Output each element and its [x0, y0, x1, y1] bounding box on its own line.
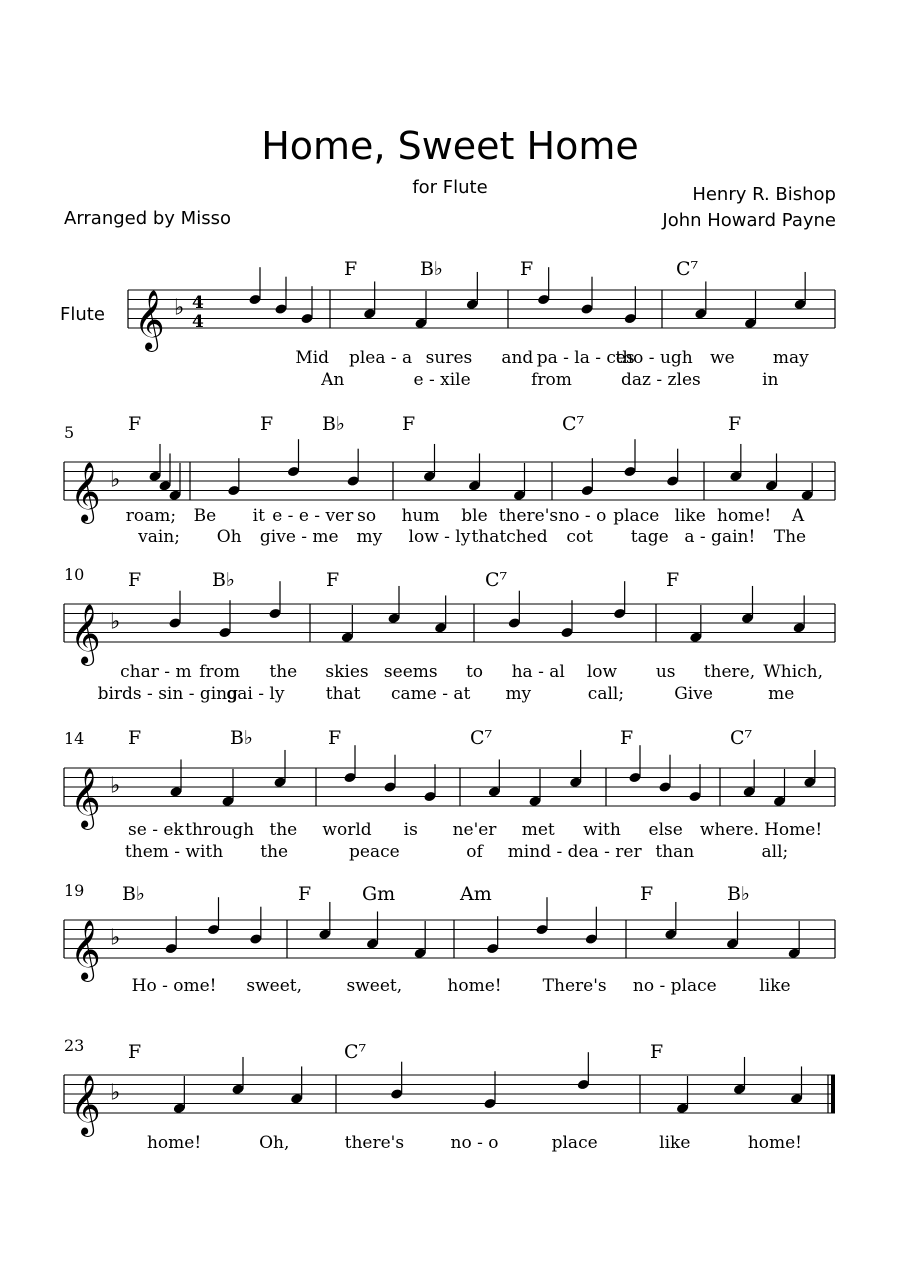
- lyric-syllable: home!: [747, 1133, 803, 1153]
- lyric-syllable: like: [674, 506, 706, 526]
- key-signature-flat-icon: ♭: [110, 925, 121, 951]
- lyric-syllable: home!: [717, 506, 772, 526]
- lyric-syllable: them - with: [124, 842, 224, 862]
- lyric-syllable: There's: [542, 976, 607, 996]
- lyric-syllable: my: [356, 527, 383, 547]
- lyric-syllable: e - e - ver: [272, 506, 354, 526]
- lyric-syllable: call;: [587, 684, 625, 704]
- lyric-syllable: give - me: [259, 527, 339, 547]
- lyric-syllable: may: [772, 348, 809, 368]
- lyric-syllable: gai - ly: [226, 684, 285, 704]
- lyric-syllable: so: [357, 506, 377, 526]
- lyric-syllable: home!: [447, 976, 502, 996]
- chord-symbol: C⁷: [344, 1041, 367, 1063]
- chord-symbol: F: [298, 883, 312, 905]
- measure-number: 10: [64, 565, 85, 584]
- lyric-syllable: Which,: [763, 662, 824, 682]
- lyric-syllable: The: [773, 527, 807, 547]
- chord-symbol: F: [128, 727, 142, 749]
- lyric-syllable: all;: [761, 842, 789, 862]
- treble-clef-icon: 𝄞: [70, 604, 101, 664]
- key-signature-flat-icon: ♭: [174, 295, 185, 321]
- chord-symbol: F: [260, 413, 274, 435]
- chord-symbol: F: [666, 569, 680, 591]
- instrument-name: Flute: [60, 304, 105, 325]
- chord-symbol: C⁷: [730, 727, 753, 749]
- lyric-syllable: else: [648, 820, 683, 840]
- treble-clef-icon: 𝄞: [134, 290, 165, 350]
- lyric-syllable: us: [655, 662, 676, 682]
- lyric-syllable: where.: [699, 820, 759, 840]
- chord-symbol: F: [520, 258, 534, 280]
- lyric-syllable: there's: [498, 506, 559, 526]
- lyric-syllable: seems: [383, 662, 438, 682]
- score-subtitle: for Flute: [412, 177, 488, 198]
- lyric-syllable: Ho - ome!: [131, 976, 217, 996]
- lyric-syllable: sweet,: [246, 976, 303, 996]
- key-signature-flat-icon: ♭: [110, 609, 121, 635]
- lyric-syllable: from: [199, 662, 240, 682]
- treble-clef-icon: 𝄞: [70, 920, 101, 980]
- lyric-syllable: vain;: [138, 527, 180, 547]
- chord-symbol: F: [344, 258, 358, 280]
- lyric-syllable: birds - sin - ging: [97, 684, 239, 704]
- lyric-syllable: is: [403, 820, 418, 840]
- lyric-syllable: sweet,: [346, 976, 403, 996]
- chord-symbol: F: [128, 1041, 142, 1063]
- chord-symbol: F: [728, 413, 742, 435]
- lyric-syllable: char - m: [120, 662, 192, 682]
- lyric-syllable: world: [322, 820, 372, 840]
- lyric-syllable: a - gain!: [684, 527, 756, 547]
- lyric-syllable: to: [465, 662, 484, 682]
- lyric-syllable: we: [710, 348, 735, 368]
- chord-symbol: C⁷: [676, 258, 699, 280]
- treble-clef-icon: 𝄞: [70, 1075, 101, 1135]
- composer-credit: Henry R. Bishop: [692, 184, 836, 205]
- chord-symbol: F: [128, 413, 142, 435]
- lyric-syllable: low - ly: [408, 527, 471, 547]
- lyric-syllable: place: [613, 506, 660, 526]
- lyric-syllable: of: [466, 842, 483, 862]
- score-title: Home, Sweet Home: [261, 124, 639, 168]
- chord-symbol: F: [326, 569, 340, 591]
- final-barline-thick: [831, 1075, 835, 1113]
- chord-symbol: C⁷: [485, 569, 508, 591]
- lyric-syllable: through: [185, 820, 255, 840]
- chord-symbol: F: [328, 727, 342, 749]
- lyric-syllable: tho - ugh: [615, 348, 693, 368]
- chord-symbol: Gm: [362, 883, 396, 905]
- key-signature-flat-icon: ♭: [110, 1080, 121, 1106]
- lyric-syllable: Oh: [216, 527, 242, 547]
- lyric-syllable: no - place: [632, 976, 717, 996]
- lyric-syllable: Mid: [295, 348, 330, 368]
- lyric-syllable: there's: [344, 1133, 405, 1153]
- lyricist-credit: John Howard Payne: [662, 210, 836, 231]
- lyric-syllable: An: [321, 370, 345, 390]
- chord-symbol: C⁷: [562, 413, 585, 435]
- chord-symbol: B♭: [212, 569, 235, 591]
- lyric-syllable: my: [505, 684, 532, 704]
- key-signature-flat-icon: ♭: [110, 773, 121, 799]
- lyric-syllable: e - xile: [413, 370, 471, 390]
- lyric-syllable: me: [768, 684, 795, 704]
- lyric-syllable: peace: [349, 842, 400, 862]
- lyric-syllable: ha - al: [511, 662, 565, 682]
- lyric-syllable: low: [586, 662, 618, 682]
- lyric-syllable: hum: [401, 506, 440, 526]
- chord-symbol: F: [640, 883, 654, 905]
- chord-symbol: C⁷: [470, 727, 493, 749]
- chord-symbol: F: [650, 1041, 664, 1063]
- arranger-credit: Arranged by Misso: [64, 208, 231, 229]
- lyric-syllable: in: [762, 370, 779, 390]
- lyric-syllable: ne'er: [452, 820, 497, 840]
- lyric-syllable: came - at: [391, 684, 471, 704]
- lyric-syllable: place: [551, 1133, 598, 1153]
- measure-number: 5: [64, 423, 75, 442]
- treble-clef-icon: 𝄞: [70, 462, 101, 522]
- chord-symbol: B♭: [420, 258, 443, 280]
- lyric-syllable: Give: [674, 684, 713, 704]
- lyric-syllable: and: [501, 348, 534, 368]
- lyric-syllable: there,: [703, 662, 756, 682]
- chord-symbol: F: [128, 569, 142, 591]
- chord-symbol: B♭: [322, 413, 345, 435]
- lyric-syllable: with: [583, 820, 621, 840]
- chord-symbol: B♭: [230, 727, 253, 749]
- lyric-syllable: no - o: [450, 1133, 499, 1153]
- lyric-syllable: the: [260, 842, 289, 862]
- lyric-syllable: than: [655, 842, 695, 862]
- lyric-syllable: daz - zles: [621, 370, 701, 390]
- chord-symbol: Am: [460, 883, 492, 905]
- lyric-syllable: Be: [193, 506, 217, 526]
- key-signature-flat-icon: ♭: [110, 467, 121, 493]
- lyric-syllable: mind - dea - rer: [507, 842, 642, 862]
- lyric-syllable: se - ek: [128, 820, 184, 840]
- lyric-syllable: tage: [630, 527, 669, 547]
- measure-number: 23: [64, 1036, 85, 1055]
- lyric-syllable: Home!: [764, 820, 823, 840]
- lyric-syllable: like: [659, 1133, 691, 1153]
- lyric-syllable: Oh,: [259, 1133, 290, 1153]
- treble-clef-icon: 𝄞: [70, 768, 101, 828]
- lyric-syllable: plea - a: [348, 348, 413, 368]
- lyric-syllable: skies: [325, 662, 369, 682]
- lyric-syllable: cot: [566, 527, 593, 547]
- time-signature-top: 4: [192, 293, 204, 314]
- lyric-syllable: it: [252, 506, 265, 526]
- lyric-syllable: no - o: [558, 506, 607, 526]
- lyric-syllable: roam;: [125, 506, 177, 526]
- lyric-syllable: sures: [425, 348, 473, 368]
- lyric-syllable: A: [791, 506, 805, 526]
- lyric-syllable: from: [531, 370, 572, 390]
- lyric-syllable: thatched: [471, 527, 548, 547]
- lyric-syllable: like: [759, 976, 791, 996]
- chord-symbol: B♭: [727, 883, 750, 905]
- chord-symbol: F: [402, 413, 416, 435]
- time-signature-bottom: 4: [192, 312, 204, 333]
- chord-symbol: F: [620, 727, 634, 749]
- lyric-syllable: ble: [461, 506, 488, 526]
- measure-number: 19: [64, 881, 85, 900]
- measure-number: 14: [64, 729, 85, 748]
- chord-symbol: B♭: [122, 883, 145, 905]
- lyric-syllable: the: [269, 662, 298, 682]
- lyric-syllable: that: [325, 684, 361, 704]
- lyric-syllable: met: [521, 820, 555, 840]
- lyric-syllable: the: [269, 820, 298, 840]
- lyric-syllable: pa - la - ces: [536, 348, 635, 368]
- lyric-syllable: home!: [146, 1133, 202, 1153]
